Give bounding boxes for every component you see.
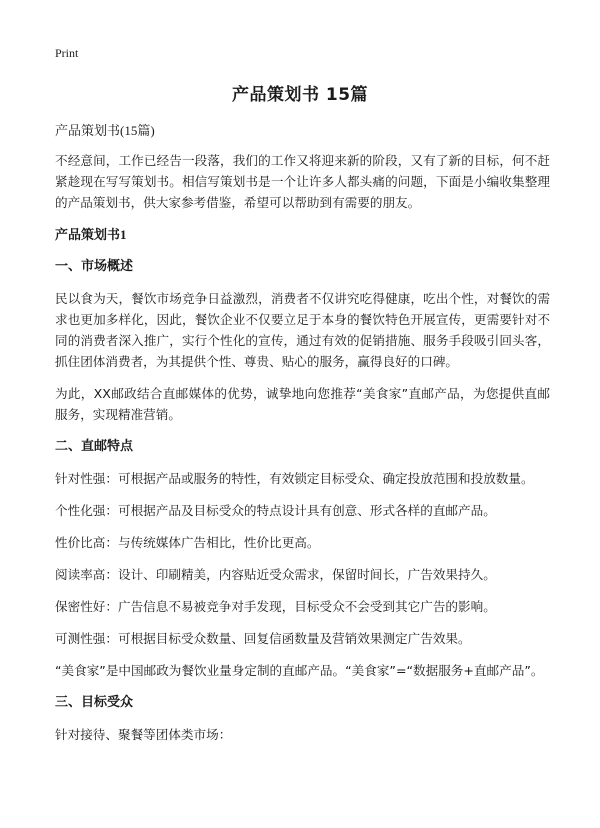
article-heading: 产品策划书1 [55,227,127,242]
intro-paragraph: 不经意间，工作已经告一段落，我们的工作又将迎来新的阶段，又有了新的目标，何不赶紧趁现在写写策划书。相信写策划书是一个让许多人都头痛的问题，下面是小编收集整理的产品策划书，供大家参考借鉴，希望可以帮助到有需要的朋友。 [55,153,550,210]
paragraph: “美食家”是中国邮政为餐饮业量身定制的直邮产品。“美食家”=“数据服务+直邮产品”。 [55,663,544,678]
paragraph: 阅读率高：设计、印刷精美，内容贴近受众需求，保留时间长，广告效果持久。 [55,567,496,582]
section-heading-direct-mail-features: 二、直邮特点 [55,439,134,454]
section-heading-market-overview: 一、市场概述 [55,259,134,274]
paragraph: 针对接待、聚餐等团体类市场： [55,727,232,742]
section-heading-target-audience: 三、目标受众 [55,695,134,710]
paragraph: 为此，XX邮政结合直邮媒体的优势，诚挚地向您推荐“美食家”直邮产品，为您提供直邮服务，实现精准营销。 [55,386,550,422]
paragraph: 民以食为天，餐饮市场竞争日益激烈，消费者不仅讲究吃得健康，吃出个性，对餐饮的需求也更加多样化，因此，餐饮企业不仅要立足于本身的餐饮特色开展宣传，更需要针对不同的消费者深入推广，实行个性化的宣传，通过有效的促销措施、服务手段吸引回头客，抓住团体消费者，为其提供个性、尊贵、贴心的服务，赢得良好的口碑。 [55,291,550,369]
document-subtitle: 产品策划书(15篇) [55,123,155,138]
paragraph: 可测性强：可根据目标受众数量、回复信函数量及营销效果测定广告效果。 [55,631,471,646]
print-label: Print [55,46,79,60]
document-title: 产品策划书 15篇 [231,85,369,105]
paragraph: 保密性好：广告信息不易被竞争对手发现，目标受众不会受到其它广告的影响。 [55,599,496,614]
paragraph: 针对性强：可根据产品或服务的特性，有效锁定目标受众、确定投放范围和投放数量。 [55,471,534,486]
paragraph: 性价比高：与传统媒体广告相比，性价比更高。 [55,535,320,550]
document-body [55,120,550,756]
paragraph: 个性化强：可根据产品及目标受众的特点设计具有创意、形式各样的直邮产品。 [55,503,496,518]
